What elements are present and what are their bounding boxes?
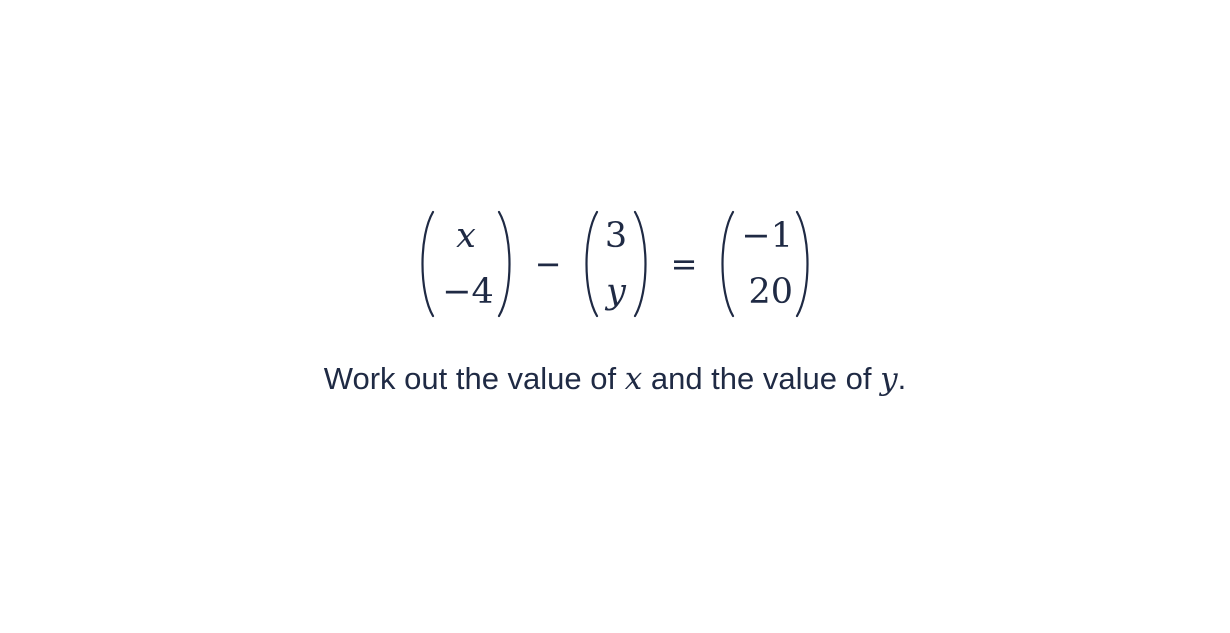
prompt-text-1: Work out the value of	[323, 361, 625, 396]
question-prompt	[0, 361, 1230, 397]
vector-c-top: −1	[741, 216, 793, 256]
vector-b-entries	[601, 208, 631, 320]
vector-b-top: 3	[604, 216, 628, 256]
left-parenthesis-c	[715, 208, 737, 320]
vector-a-top: x	[456, 216, 476, 256]
prompt-variable-x: x	[624, 361, 643, 397]
vector-b-bottom: y	[606, 272, 626, 312]
prompt-text-2: and the value of	[642, 361, 881, 396]
prompt-variable-y: y	[880, 361, 898, 397]
right-parenthesis-c	[793, 208, 815, 320]
vector-c-entries	[737, 208, 793, 320]
vector-c-bottom: 20	[748, 272, 793, 312]
vector-c	[715, 208, 815, 320]
vector-a-bottom: −4	[442, 272, 494, 312]
vector-a	[415, 208, 517, 320]
vector-b	[579, 208, 653, 320]
equals-operator: =	[670, 245, 698, 283]
vector-a-entries	[437, 208, 495, 320]
vector-equation	[0, 203, 1230, 325]
right-parenthesis-b	[631, 208, 653, 320]
right-parenthesis-a	[495, 208, 517, 320]
minus-operator: −	[534, 245, 562, 283]
prompt-text-3: .	[897, 361, 907, 396]
left-parenthesis-a	[415, 208, 437, 320]
left-parenthesis-b	[579, 208, 601, 320]
